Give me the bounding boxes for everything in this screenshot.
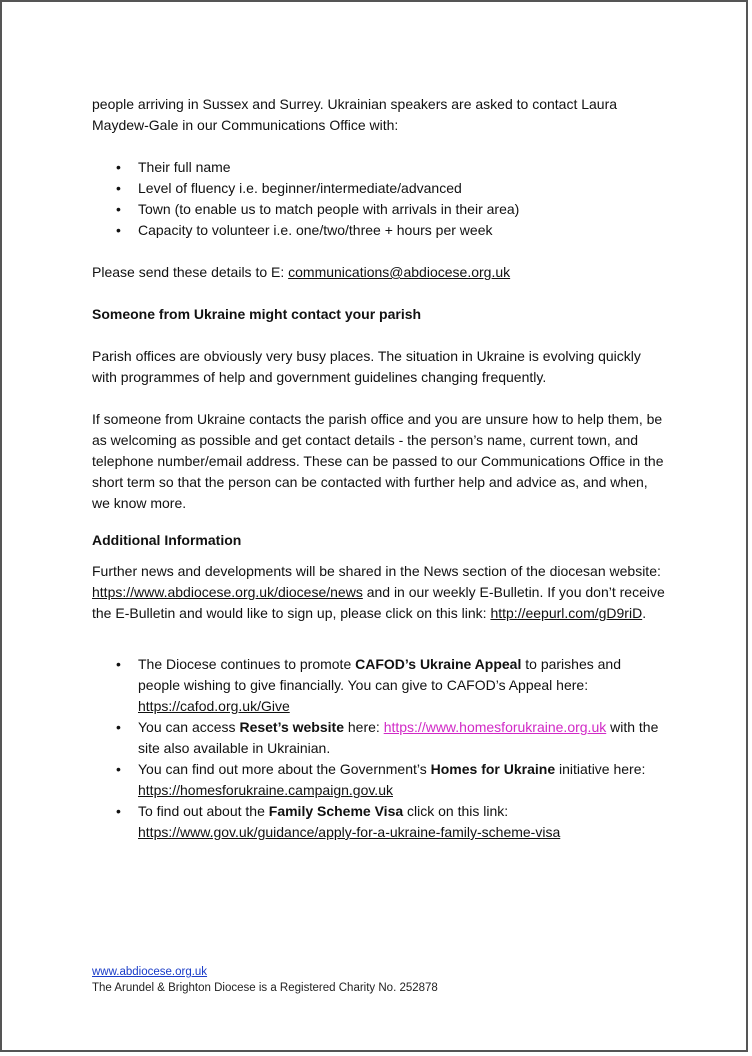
homes-for-ukraine-label: Homes for Ukraine [430, 761, 556, 777]
parish-heading: Someone from Ukraine might contact your parish [92, 306, 422, 322]
homes-for-ukraine-gov-link[interactable]: https://homesforukraine.campaign.gov.uk [138, 782, 393, 798]
item-text: The Diocese continues to promote [138, 656, 356, 672]
spacer [92, 283, 666, 304]
cafod-give-link[interactable]: https://cafod.org.uk/Give [138, 698, 290, 714]
item-text: initiative here: [555, 761, 646, 777]
send-details-paragraph [92, 262, 666, 283]
ebulletin-signup-link[interactable]: http://eepurl.com/gD9riD [490, 605, 643, 621]
spacer [92, 136, 666, 157]
list-item: • Town (to enable us to match people with arrivals in their area) [92, 199, 666, 220]
spacer [92, 325, 666, 346]
family-scheme-visa-link[interactable]: https://www.gov.uk/guidance/apply-for-a-ukraine-family-scheme-visa [138, 824, 561, 840]
item-text: You can access [138, 719, 240, 735]
homes-for-ukraine-org-link[interactable]: https://www.homesforukraine.org.uk [383, 719, 607, 735]
news-link[interactable]: https://www.abdiocese.org.uk/diocese/news [92, 584, 363, 600]
info-text: . [642, 605, 647, 621]
resources-list [92, 654, 666, 843]
communications-email-link[interactable]: communications@abdiocese.org.uk [288, 264, 511, 280]
item-text: click on this link: [403, 803, 509, 819]
item-text: To find out about the [138, 803, 269, 819]
parish-paragraph-1: Parish offices are obviously very busy places. The situation in Ukraine is evolving quickly with programmes of help and government guidelines changing frequently. [92, 348, 641, 385]
list-item-visa [92, 801, 666, 843]
page-footer [92, 964, 438, 996]
parish-paragraph-2: If someone from Ukraine contacts the parish office and you are unsure how to help them, be as welcoming as possible and get contact details - the person’s name, current town, and telephone number/email address. These can be passed to our Communications Office in the short term so that the person can be contacted with further help and advice as, and when, we know more. [92, 411, 664, 511]
list-item: • Capacity to volunteer i.e. one/two/three + hours per week [92, 220, 666, 241]
item-text: to parishes and people wishing to give financially. You can give to CAFOD’s Appeal here: [138, 656, 621, 693]
list-item-cafod [92, 654, 666, 717]
list-item-homes [92, 759, 666, 801]
item-text: here: [343, 719, 384, 735]
list-item-reset [92, 717, 666, 759]
family-scheme-visa-label: Family Scheme Visa [268, 803, 404, 819]
send-prefix: Please send these details to E: [92, 264, 289, 280]
spacer [92, 388, 666, 409]
additional-info-paragraph [92, 561, 666, 624]
list-item: • Level of fluency i.e. beginner/intermediate/advanced [92, 178, 666, 199]
footer-website-link[interactable]: www.abdiocese.org.uk [92, 966, 208, 978]
charity-notice: The Arundel & Brighton Diocese is a Registered Charity No. 252878 [92, 982, 438, 994]
additional-info-heading: Additional Information [92, 532, 242, 548]
cafod-appeal-label: CAFOD’s Ukraine Appeal [355, 656, 522, 672]
info-text: Further news and developments will be shared in the News section of the diocesan website: [92, 563, 661, 579]
spacer [92, 624, 666, 654]
item-text: with the site also available in Ukrainian. [138, 719, 659, 756]
list-item: • Their full name [92, 157, 666, 178]
spacer [92, 241, 666, 262]
intro-paragraph: people arriving in Sussex and Surrey. Ukrainian speakers are asked to contact Laura Maydew-Gale in our Communications Office with: [92, 96, 618, 133]
spacer [92, 551, 666, 561]
reset-website-label: Reset’s website [239, 719, 344, 735]
details-list [92, 157, 666, 241]
document-body [92, 94, 666, 843]
info-text: and in our weekly E-Bulletin. If you don’t receive the E-Bulletin and would like to sign up, please click on this link: [92, 584, 665, 621]
spacer [92, 514, 666, 530]
item-text: You can find out more about the Government’s [138, 761, 431, 777]
